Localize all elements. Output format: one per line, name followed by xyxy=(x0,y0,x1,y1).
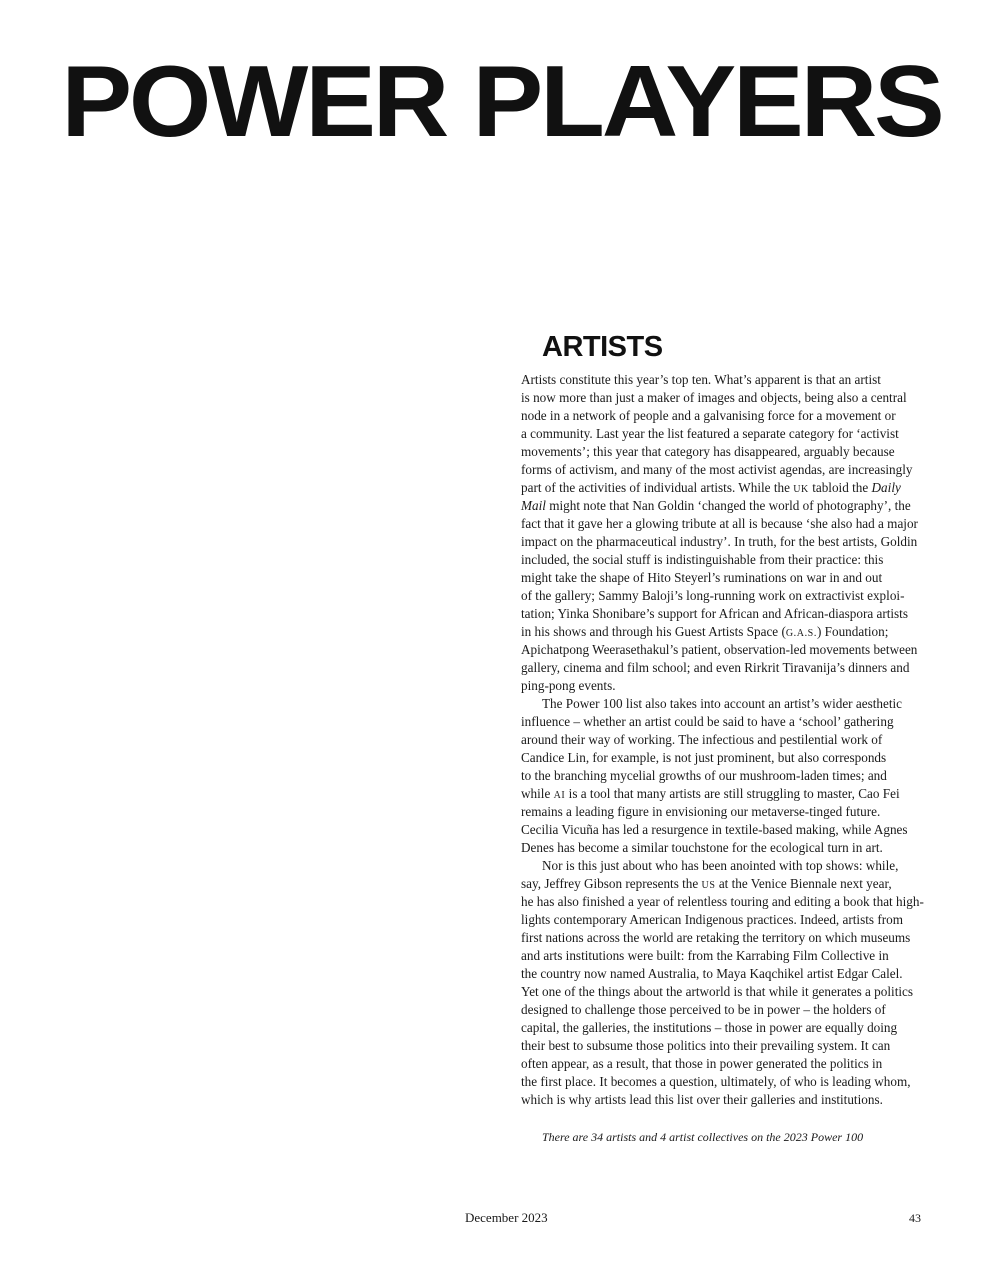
text-line: might take the shape of Hito Steyerl’s ruminations on war in and out xyxy=(521,570,883,585)
paragraph-1 xyxy=(521,371,921,695)
text-line: is now more than just a maker of images and objects, being also a central xyxy=(521,390,907,405)
text-line: Cecilia Vicuña has led a resurgence in textile-based making, while Agnes xyxy=(521,822,908,837)
text-line: around their way of working. The infectious and pestilential work of xyxy=(521,732,883,747)
text-line: part of the activities of individual artists. While the UK tabloid the Daily xyxy=(521,480,901,495)
text-line: remains a leading figure in envisioning our metaverse-tinged future. xyxy=(521,804,881,819)
text-line: and arts institutions were built: from the Karrabing Film Collective in xyxy=(521,948,889,963)
text-line: Yet one of the things about the artworld is that while it generates a politics xyxy=(521,984,914,999)
text-line: node in a network of people and a galvanising force for a movement or xyxy=(521,408,896,423)
text-line: of the gallery; Sammy Baloji’s long-running work on extractivist exploi- xyxy=(521,588,905,603)
text-line: to the branching mycelial growths of our mushroom-laden times; and xyxy=(521,768,887,783)
text-line: lights contemporary American Indigenous practices. Indeed, artists from xyxy=(521,912,903,927)
text-line: Nor is this just about who has been anointed with top shows: while, xyxy=(542,858,899,873)
text-line: impact on the pharmaceutical industry’. In truth, for the best artists, Goldin xyxy=(521,534,918,549)
paragraph-2 xyxy=(521,695,921,857)
text-line: say, Jeffrey Gibson represents the US at the Venice Biennale next year, xyxy=(521,876,892,891)
text-line: the country now named Australia, to Maya Kaqchikel artist Edgar Calel. xyxy=(521,966,903,981)
text-line: ping-pong events. xyxy=(521,678,616,693)
text-line: Apichatpong Weerasethakul’s patient, observation-led movements between xyxy=(521,642,918,657)
paragraph-3 xyxy=(521,857,924,1109)
text-line: fact that it gave her a glowing tribute at all is because ‘she also had a major xyxy=(521,516,918,531)
section-heading: ARTISTS xyxy=(542,331,663,363)
text-line: forms of activism, and many of the most activist agendas, are increasingly xyxy=(521,462,913,477)
article-body xyxy=(521,371,924,1109)
text-line: their best to subsume those politics into their prevailing system. It can xyxy=(521,1038,891,1053)
text-line: Artists constitute this year’s top ten. What’s apparent is that an artist xyxy=(521,372,881,387)
text-line: gallery, cinema and film school; and even Rirkrit Tiravanija’s dinners and xyxy=(521,660,910,675)
text-line: The Power 100 list also takes into account an artist’s wider aesthetic xyxy=(542,696,902,711)
page-number: 43 xyxy=(909,1211,921,1225)
text-line: Mail might note that Nan Goldin ‘changed the world of photography’, the xyxy=(521,498,911,513)
text-line: Candice Lin, for example, is not just prominent, but also corresponds xyxy=(521,750,887,765)
text-line: first nations across the world are retaking the territory on which museums xyxy=(521,930,911,945)
text-line: tation; Yinka Shonibare’s support for African and African-diaspora artists xyxy=(521,606,908,621)
text-line: Denes has become a similar touchstone for the ecological turn in art. xyxy=(521,840,883,855)
text-line: influence – whether an artist could be said to have a ‘school’ gathering xyxy=(521,714,894,729)
text-line: the first place. It becomes a question, ultimately, of who is leading whom, xyxy=(521,1074,911,1089)
caption: There are 34 artists and 4 artist collectives on the 2023 Power 100 xyxy=(542,1130,864,1144)
text-line: designed to challenge those perceived to be in power – the holders of xyxy=(521,1002,886,1017)
text-line: movements’; this year that category has disappeared, arguably because xyxy=(521,444,895,459)
text-line: he has also finished a year of relentless touring and editing a book that high- xyxy=(521,894,924,909)
text-line: often appear, as a result, that those in power generated the politics in xyxy=(521,1056,883,1071)
text-line: capital, the galleries, the institutions – those in power are equally doing xyxy=(521,1020,898,1035)
text-line: in his shows and through his Guest Artists Space (G.A.S.) Foundation; xyxy=(521,624,889,639)
text-line: a community. Last year the list featured a separate category for ‘activist xyxy=(521,426,899,441)
footer-date: December 2023 xyxy=(465,1210,548,1225)
text-line: included, the social stuff is indistinguishable from their practice: this xyxy=(521,552,884,567)
page-title: POWER PLAYERS xyxy=(61,46,942,158)
text-line: while AI is a tool that many artists are still struggling to master, Cao Fei xyxy=(521,786,900,801)
text-line: which is why artists lead this list over their galleries and institutions. xyxy=(521,1092,883,1107)
